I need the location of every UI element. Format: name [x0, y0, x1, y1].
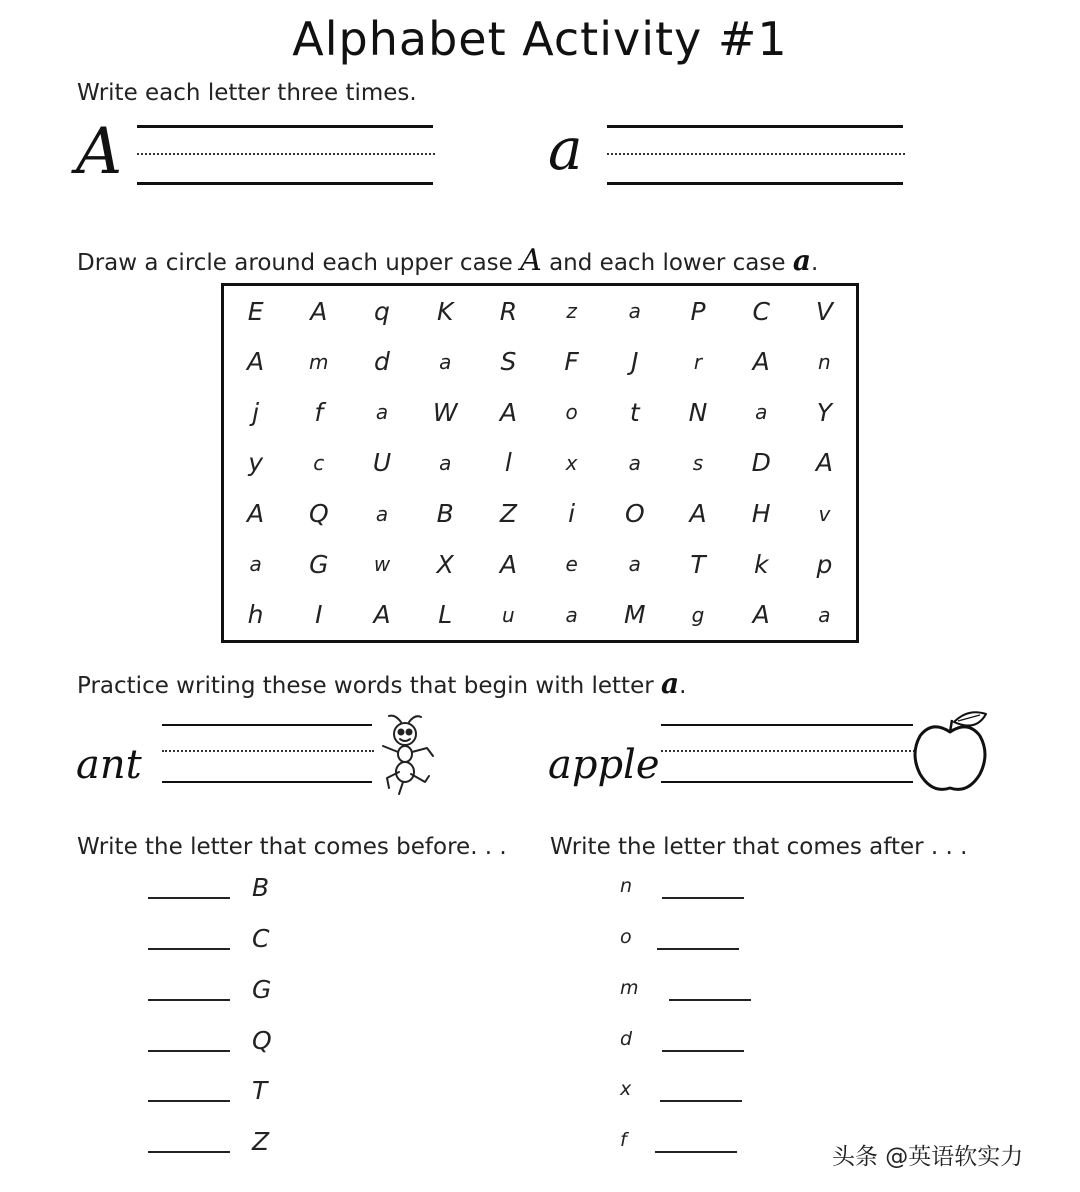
- after-instruction: Write the letter that comes after . . .: [550, 834, 968, 860]
- grid-letter[interactable]: B: [436, 499, 454, 529]
- grid-letter[interactable]: A: [499, 397, 517, 427]
- grid-letter[interactable]: t: [629, 397, 640, 427]
- grid-letter[interactable]: K: [436, 296, 454, 326]
- before-prompt-letter: C: [252, 924, 270, 953]
- before-prompt-letter: Z: [252, 1127, 270, 1156]
- word-apple: apple: [548, 742, 660, 788]
- grid-letter[interactable]: p: [816, 549, 833, 579]
- before-answer-blank[interactable]: [148, 948, 230, 950]
- grid-letter[interactable]: w: [373, 552, 391, 577]
- grid-letter[interactable]: z: [566, 299, 577, 324]
- grid-letter[interactable]: q: [374, 296, 390, 326]
- grid-letter[interactable]: a: [755, 400, 768, 425]
- grid-letter[interactable]: u: [502, 602, 515, 627]
- grid-letter[interactable]: Z: [499, 499, 517, 529]
- grid-letter[interactable]: I: [315, 600, 323, 630]
- grid-letter[interactable]: a: [628, 552, 641, 577]
- grid-letter[interactable]: a: [818, 602, 831, 627]
- grid-letter[interactable]: l: [504, 448, 512, 478]
- grid-letter[interactable]: L: [438, 600, 453, 630]
- grid-letter[interactable]: n: [818, 349, 831, 374]
- before-answer-blank[interactable]: [148, 897, 230, 899]
- grid-letter[interactable]: G: [309, 549, 329, 579]
- after-answer-blank[interactable]: [660, 1100, 742, 1102]
- circle-letters-instruction: Draw a circle around each upper case A and each lower case a.: [77, 243, 819, 278]
- grid-letter[interactable]: a: [628, 450, 641, 475]
- grid-letter[interactable]: P: [690, 296, 706, 326]
- grid-letter[interactable]: A: [247, 499, 265, 529]
- worksheet-title: Alphabet Activity #1: [292, 12, 788, 66]
- grid-letter[interactable]: a: [249, 552, 262, 577]
- grid-letter[interactable]: D: [751, 448, 771, 478]
- grid-letter[interactable]: s: [692, 450, 704, 475]
- grid-letter[interactable]: C: [752, 296, 770, 326]
- after-prompt-letter: o: [620, 926, 632, 948]
- grid-letter[interactable]: r: [693, 349, 703, 374]
- grid-letter[interactable]: a: [375, 400, 389, 425]
- grid-letter[interactable]: y: [248, 448, 263, 478]
- grid-letter[interactable]: A: [752, 347, 770, 377]
- word-ant: ant: [76, 742, 142, 788]
- before-answer-blank[interactable]: [148, 1100, 230, 1102]
- ant-icon: [375, 712, 445, 796]
- grid-letter[interactable]: i: [568, 499, 576, 529]
- grid-letter[interactable]: e: [565, 552, 578, 577]
- after-answer-blank[interactable]: [669, 999, 751, 1001]
- grid-letter[interactable]: a: [375, 501, 389, 526]
- grid-letter[interactable]: h: [247, 600, 264, 630]
- grid-letter[interactable]: a: [565, 602, 578, 627]
- grid-letter[interactable]: W: [432, 397, 458, 427]
- grid-letter[interactable]: k: [753, 549, 769, 579]
- before-prompt-letter: B: [252, 873, 270, 902]
- before-prompt-letter: T: [252, 1076, 268, 1105]
- before-answer-blank[interactable]: [148, 1050, 230, 1052]
- grid-letter[interactable]: j: [252, 397, 260, 427]
- grid-letter[interactable]: S: [500, 347, 517, 377]
- grid-letter[interactable]: F: [564, 347, 579, 377]
- grid-letter[interactable]: f: [314, 397, 324, 427]
- after-answer-blank[interactable]: [662, 1050, 744, 1052]
- grid-letter[interactable]: A: [752, 600, 770, 630]
- after-answer-blank[interactable]: [662, 897, 744, 899]
- grid-letter[interactable]: N: [688, 397, 708, 427]
- lower-a-letter: a: [548, 115, 583, 183]
- grid-letter[interactable]: a: [439, 349, 452, 374]
- before-instruction: Write the letter that comes before. . .: [77, 834, 507, 860]
- before-answer-blank[interactable]: [148, 999, 230, 1001]
- practice-words-instruction: Practice writing these words that begin with letter a.: [77, 667, 687, 700]
- grid-letter[interactable]: T: [690, 549, 706, 579]
- before-prompt-letter: Q: [252, 1026, 272, 1055]
- after-prompt-letter: f: [620, 1129, 627, 1151]
- grid-letter[interactable]: O: [624, 499, 645, 529]
- before-answer-blank[interactable]: [148, 1151, 230, 1153]
- grid-letter[interactable]: g: [691, 602, 705, 627]
- grid-letter[interactable]: J: [631, 347, 639, 377]
- after-prompt-letter: n: [620, 875, 633, 897]
- after-prompt-letter: x: [620, 1078, 632, 1100]
- grid-letter[interactable]: x: [565, 450, 578, 475]
- grid-letter[interactable]: A: [247, 347, 265, 377]
- grid-letter[interactable]: a: [628, 299, 641, 324]
- grid-letter[interactable]: Q: [308, 499, 329, 529]
- grid-letter[interactable]: R: [499, 296, 518, 326]
- letter-grid: [221, 283, 859, 643]
- write-letters-instruction: Write each letter three times.: [77, 80, 417, 106]
- after-prompt-letter: m: [620, 977, 639, 999]
- grid-letter[interactable]: A: [499, 549, 517, 579]
- grid-letter[interactable]: X: [436, 549, 454, 579]
- grid-letter[interactable]: M: [624, 600, 646, 630]
- grid-letter[interactable]: V: [815, 296, 833, 326]
- grid-letter[interactable]: c: [313, 450, 325, 475]
- watermark-text: 头条 @英语软实力: [832, 1144, 1024, 1170]
- after-answer-blank[interactable]: [657, 948, 739, 950]
- upper-a-letter: A: [76, 115, 123, 189]
- grid-letter[interactable]: A: [815, 448, 833, 478]
- apple-icon: [910, 708, 994, 796]
- grid-letter[interactable]: o: [565, 400, 578, 425]
- grid-letter[interactable]: E: [247, 296, 264, 326]
- after-answer-blank[interactable]: [655, 1151, 737, 1153]
- grid-letter[interactable]: A: [689, 499, 707, 529]
- grid-letter[interactable]: Y: [816, 397, 833, 427]
- grid-letter[interactable]: H: [751, 499, 771, 529]
- grid-letter[interactable]: A: [373, 600, 391, 630]
- grid-letter[interactable]: d: [374, 347, 390, 377]
- after-prompt-letter: d: [620, 1028, 633, 1050]
- before-prompt-letter: G: [252, 975, 272, 1004]
- grid-letter[interactable]: U: [372, 448, 392, 478]
- grid-letter[interactable]: m: [309, 349, 329, 374]
- grid-letter[interactable]: A: [310, 296, 328, 326]
- grid-letter[interactable]: a: [439, 450, 452, 475]
- grid-letter[interactable]: v: [818, 501, 831, 526]
